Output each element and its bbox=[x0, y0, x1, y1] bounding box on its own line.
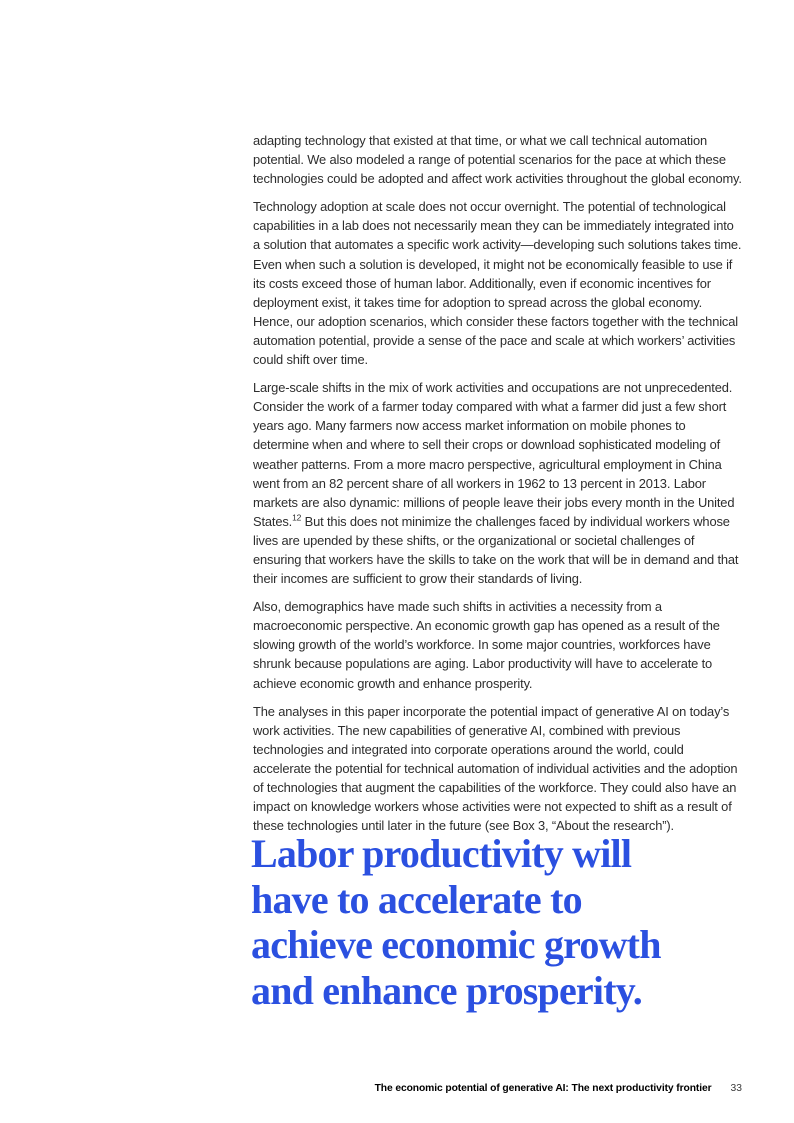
paragraph-text-before-footnote: Large-scale shifts in the mix of work activities and occupations are not unprecedented. Consider the work of a farmer today compared with what a farmer did just a few short years ago. Many farmers now access market information on mobile phones to determine when and where to sell their crops or download sophisticated modeling of weather patterns. From a more macro perspective, agricultural employment in China went from an 82 percent share of all workers in 1962 to 13 percent in 2013. Labor markets are also dynamic: millions of people leave their jobs every month in the United States. bbox=[253, 380, 735, 529]
pull-quote-line: achieve economic growth bbox=[251, 922, 661, 967]
pull-quote-line: and enhance prosperity. bbox=[251, 967, 642, 1013]
pull-quote-line: Labor productivity will bbox=[251, 831, 632, 876]
paragraph-adoption-modeling: adapting technology that existed at that time, or what we call technical automation potential. We also modeled a range of potential scenarios for the pace at which these technologies could be adopted and affect work activities throughout the global economy. bbox=[253, 133, 742, 187]
pull-quote-line: have to accelerate to bbox=[251, 876, 582, 922]
paragraph-generative-ai-analyses: The analyses in this paper incorporate the potential impact of generative AI on today’s work activities. The new capabilities of generative AI, combined with previous technologies and integrated into corporate operations around the world, could accelerate the potential for technical automation of individual activities and the adoption of technologies that augment the capabilities of the workforce. They could also have an impact on knowledge workers whose activities were not expected to shift as a result of these technologies until later in the future (see Box 3, “About the research”). bbox=[253, 703, 738, 834]
paragraph-text-after-footnote: But this does not minimize the challenges faced by individual workers whose lives are upended by these shifts, or the organizational or societal challenges of ensuring that workers have the skills to take on the work that will be in demand and that their incomes are sufficient to grow their standards of living. bbox=[253, 513, 739, 587]
paragraph-large-scale-shifts bbox=[253, 378, 742, 588]
pull-quote bbox=[251, 831, 731, 1013]
paragraph-technology-adoption-pace: Technology adoption at scale does not occur overnight. The potential of technological capabilities in a lab does not necessarily mean they can be immediately integrated into a solution that automates a specific work activity—developing such solutions takes time. Even when such a solution is developed, it might not be economically feasible to use if its costs exceed those of human labor. Additionally, even if economic incentives for deployment exist, it takes time for adoption to spread across the global economy. Hence, our adoption scenarios, which consider these factors together with the technical automation potential, provide a sense of the pace and scale at which workers’ activities could shift over time. bbox=[253, 199, 742, 368]
footer-page-number: 33 bbox=[730, 1083, 742, 1094]
page-footer bbox=[375, 1083, 742, 1095]
body-text-column bbox=[253, 131, 742, 844]
footer-report-title: The economic potential of generative AI: The next productivity frontier bbox=[374, 1083, 712, 1094]
footnote-reference-12: 12 bbox=[292, 512, 302, 523]
paragraph-demographics: Also, demographics have made such shifts in activities a necessity from a macroeconomic perspective. An economic growth gap has opened as a result of the slowing growth of the world’s workforce. In some major countries, workforces have shrunk because populations are aging. Labor productivity will have to accelerate to achieve economic growth and enhance prosperity. bbox=[253, 599, 720, 691]
